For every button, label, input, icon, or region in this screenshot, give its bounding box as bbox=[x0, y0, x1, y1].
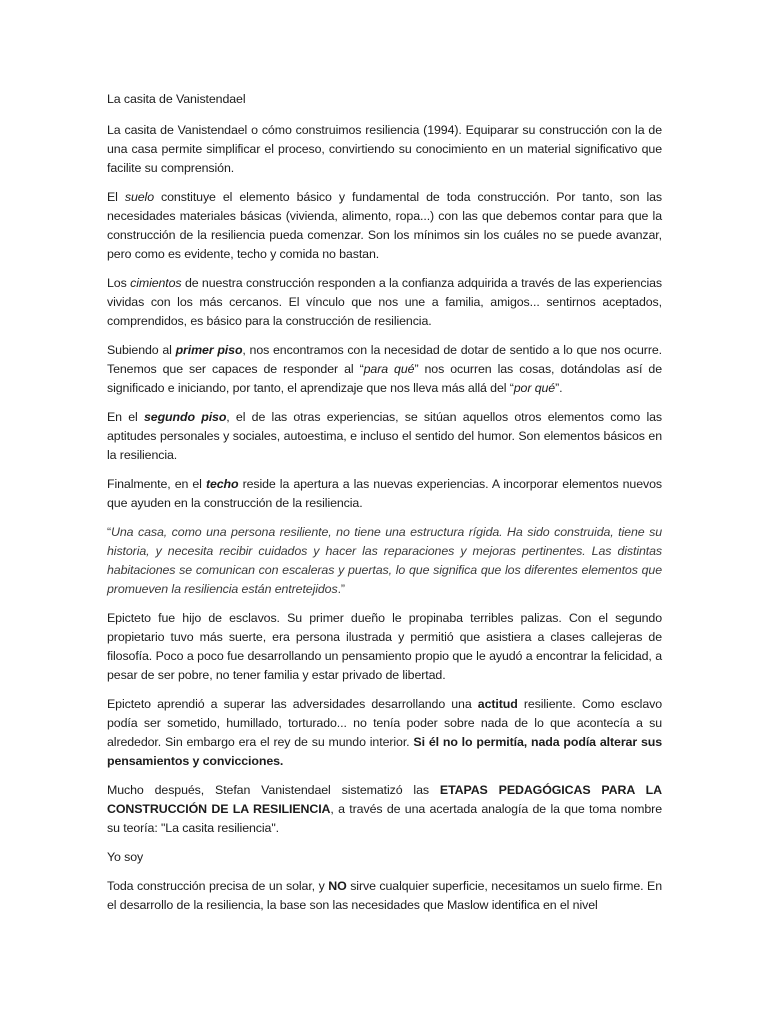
paragraph-solar bbox=[107, 877, 662, 915]
text-run: Toda construcción precisa de un solar, y bbox=[107, 879, 329, 893]
text-run: Mucho después, Stefan Vanistendael sistematizó las bbox=[107, 783, 440, 797]
paragraph-epicteto-actitud bbox=[107, 695, 662, 771]
text-run: Los bbox=[107, 276, 131, 290]
emphasis-conclusion: Si él no lo permitía, nada podía alterar sus pensamientos y convicciones. bbox=[107, 735, 663, 768]
document-page bbox=[107, 90, 662, 925]
text-run: sirve cualquier superficie, necesitamos un suelo firme. En el desarrollo de la resiliencia, la base son las necesidades que Maslow identifica en el nivel bbox=[107, 879, 662, 912]
text-run: El bbox=[107, 190, 125, 204]
text-run: , el de las otras experiencias, se sitúan aquellos otros elementos como las aptitudes personales y sociales, autoestima, e incluso el sentido del humor. Son elementos básicos en la resiliencia. bbox=[107, 410, 662, 462]
quote-open-mark: “ bbox=[107, 525, 112, 539]
quote-text: Una casa, como una persona resiliente, no tiene una estructura rígida. Ha sido construida, tiene su historia, y necesita recibir cuidados y hacer las reparaciones y mejoras pertinentes. Las distintas habitaciones se comunican con escaleras y puertas, lo que significa que los diferentes elementos que promueven la resiliencia están entretejidos bbox=[107, 525, 662, 596]
text-run: reside la apertura a las nuevas experiencias. A incorporar elementos nuevos que ayuden en la construcción de la resiliencia. bbox=[107, 477, 662, 510]
quote-close-mark: .” bbox=[337, 582, 345, 596]
text-run: Subiendo al bbox=[107, 343, 176, 357]
text-run: ” nos ocurren las cosas, dotándolas así de significado e iniciando, por tanto, el aprendizaje que nos lleva más allá del “ bbox=[107, 362, 662, 395]
text-run: Epicteto aprendió a superar las adversidades desarrollando una bbox=[107, 697, 478, 711]
text-run: de nuestra construcción responden a la confianza adquirida a través de las experiencias vividas con los más cercanos. El vínculo que nos une a familia, amigos... sentirnos aceptados, comprendidos, es básico para la construcción de resiliencia. bbox=[107, 276, 662, 328]
text-run: ”. bbox=[555, 381, 563, 395]
emphasis-cimientos: cimientos bbox=[130, 276, 182, 290]
paragraph-cimientos bbox=[107, 274, 662, 331]
emphasis-etapas: ETAPAS PEDAGÓGICAS PARA LA CONSTRUCCIÓN DE LA RESILIENCIA bbox=[107, 783, 662, 816]
section-heading-yo-soy: Yo soy bbox=[107, 850, 144, 864]
text-run: En el bbox=[107, 410, 144, 424]
text-run: , a través de una acertada analogía de la que toma nombre su teoría: "La casita resiliencia". bbox=[107, 802, 662, 835]
paragraph-segundo-piso bbox=[107, 408, 662, 465]
paragraph-primer-piso bbox=[107, 341, 662, 398]
emphasis-suelo: suelo bbox=[124, 190, 154, 204]
emphasis-por-que: por qué bbox=[513, 381, 556, 395]
paragraph-epicteto-bio: Epicteto fue hijo de esclavos. Su primer dueño le propinaba terribles palizas. Con el segundo propietario tuvo más suerte, era persona ilustrada y permitió que asistiera a clases callejeras de filosofía. Poco a poco fue desarrollando un pensamiento propio que le ayudó a encontrar la felicidad, a pesar de ser pobre, no tener familia y estar privado de libertad. bbox=[107, 611, 662, 682]
paragraph-intro: La casita de Vanistendael o cómo construimos resiliencia (1994). Equiparar su construcción con la de una casa permite simplificar el proceso, convirtiendo su conocimiento en un material significativo que facilite su comprensión. bbox=[107, 123, 662, 175]
text-run: Finalmente, en el bbox=[107, 477, 206, 491]
paragraph-vanistendael bbox=[107, 781, 662, 838]
paragraph-suelo bbox=[107, 188, 662, 264]
emphasis-no: NO bbox=[328, 879, 347, 893]
block-quote bbox=[107, 523, 662, 599]
text-run: constituye el elemento básico y fundamental de toda construcción. Por tanto, son las necesidades materiales básicas (vivienda, alimento, ropa...) con las que debemos contar para que la construcción de la resiliencia pueda comenzar. Son los mínimos sin los cuáles no se puede avanzar, pero como es evidente, techo y comida no bastan. bbox=[107, 190, 662, 261]
document-title: La casita de Vanistendael bbox=[107, 92, 246, 106]
paragraph-techo bbox=[107, 475, 662, 513]
emphasis-segundo-piso: segundo piso bbox=[144, 410, 227, 424]
text-run: , nos encontramos con la necesidad de dotar de sentido a lo que nos ocurre. Tenemos que ser capaces de responder al “ bbox=[107, 343, 662, 376]
emphasis-techo: techo bbox=[205, 477, 239, 491]
emphasis-para-que: para qué bbox=[363, 362, 415, 376]
text-run: resiliente. Como esclavo podía ser sometido, humillado, torturado... no tenía poder sobre nada de lo que acontecía a su alrededor. Sin embargo era el rey de su mundo interior. bbox=[107, 697, 663, 749]
emphasis-primer-piso: primer piso bbox=[175, 343, 243, 357]
emphasis-actitud: actitud bbox=[477, 697, 518, 711]
